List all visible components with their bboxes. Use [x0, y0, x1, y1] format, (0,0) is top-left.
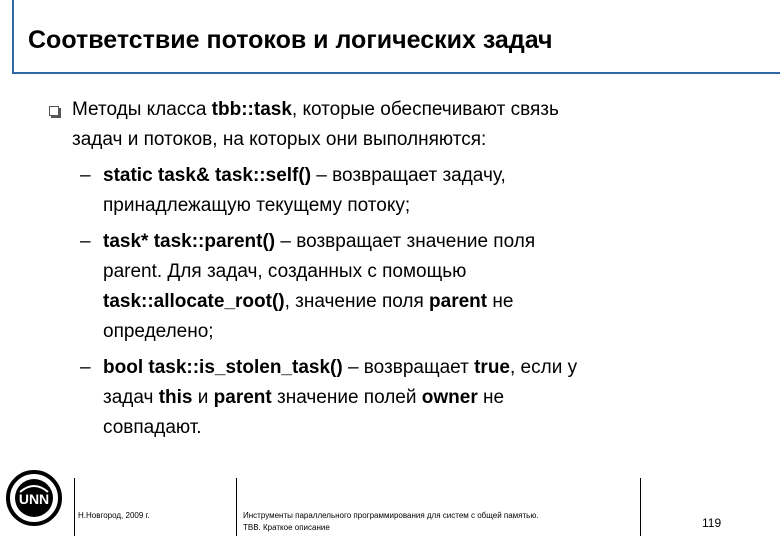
- item-2-code: task* task::parent(): [103, 231, 276, 252]
- item-3-text-e: значение полей: [271, 387, 422, 408]
- item-2-desc: – возвращает значение поля: [275, 231, 536, 252]
- item-3-owner: owner: [421, 387, 478, 408]
- intro-text-a: Методы класса: [72, 99, 212, 120]
- item-2-dash: –: [80, 231, 91, 252]
- footer-divider-3: [640, 478, 641, 536]
- item-1-code: static task& task::self(): [103, 165, 312, 186]
- item-2-line-3: [103, 290, 513, 314]
- page-number: 119: [702, 516, 722, 530]
- unn-logo-icon: [6, 470, 62, 526]
- footer-location: Н.Новгород, 2009 г.: [78, 511, 150, 520]
- item-1-dash: –: [80, 165, 91, 186]
- footer-divider-1: [74, 478, 75, 536]
- checkbox-bullet-icon: [49, 106, 59, 116]
- footer-course-line-1: Инструменты параллельного программирования для систем с общей памятью.: [243, 511, 539, 520]
- item-3-this: this: [158, 387, 193, 408]
- intro-text-c: , которые обеспечивают связь: [291, 99, 559, 120]
- item-3-desc-2: , если у: [510, 357, 578, 378]
- intro-line-1: [72, 98, 559, 122]
- item-3-line-1: [103, 356, 577, 380]
- intro-line-2: задач и потоков, на которых они выполняются:: [72, 129, 487, 150]
- item-3-text-a: задач: [103, 387, 159, 408]
- item-3-dash: –: [80, 357, 91, 378]
- item-2-desc-3: , значение поля: [284, 291, 430, 312]
- item-2-parent: parent: [103, 261, 157, 282]
- item-3-text-c: и: [192, 387, 214, 408]
- item-3-line-3: совпадают.: [103, 417, 202, 438]
- item-2-line-1: [103, 230, 535, 254]
- footer-divider-2: [236, 478, 237, 536]
- item-2-desc-2: . Для задач, созданных с помощью: [156, 261, 467, 282]
- item-3-desc: – возвращает: [342, 357, 475, 378]
- title-accent-bar: [12, 0, 14, 72]
- item-1-line-2: принадлежащую текущему потоку;: [103, 195, 411, 216]
- item-3-line-2: [103, 386, 504, 410]
- slide-title: Соответствие потоков и логических задач: [28, 26, 553, 54]
- intro-text-b: tbb::task: [211, 99, 292, 120]
- item-2-line-2: [103, 260, 466, 284]
- item-3-parent: parent: [213, 387, 272, 408]
- item-1-line-1: [103, 164, 506, 188]
- title-underline: [12, 72, 780, 74]
- item-3-code: bool task::is_stolen_task(): [103, 357, 343, 378]
- item-2-code-2: task::allocate_root(): [103, 291, 285, 312]
- item-2-desc-4: не: [487, 291, 514, 312]
- item-3-true: true: [474, 357, 510, 378]
- item-1-desc: – возвращает задачу,: [311, 165, 506, 186]
- item-3-text-g: не: [477, 387, 505, 408]
- item-2-parent-2: parent: [429, 291, 488, 312]
- item-2-line-4: определено;: [103, 321, 214, 342]
- footer-course-line-2: TBB. Краткое описание: [243, 523, 330, 532]
- logo-text: UNN: [18, 491, 50, 507]
